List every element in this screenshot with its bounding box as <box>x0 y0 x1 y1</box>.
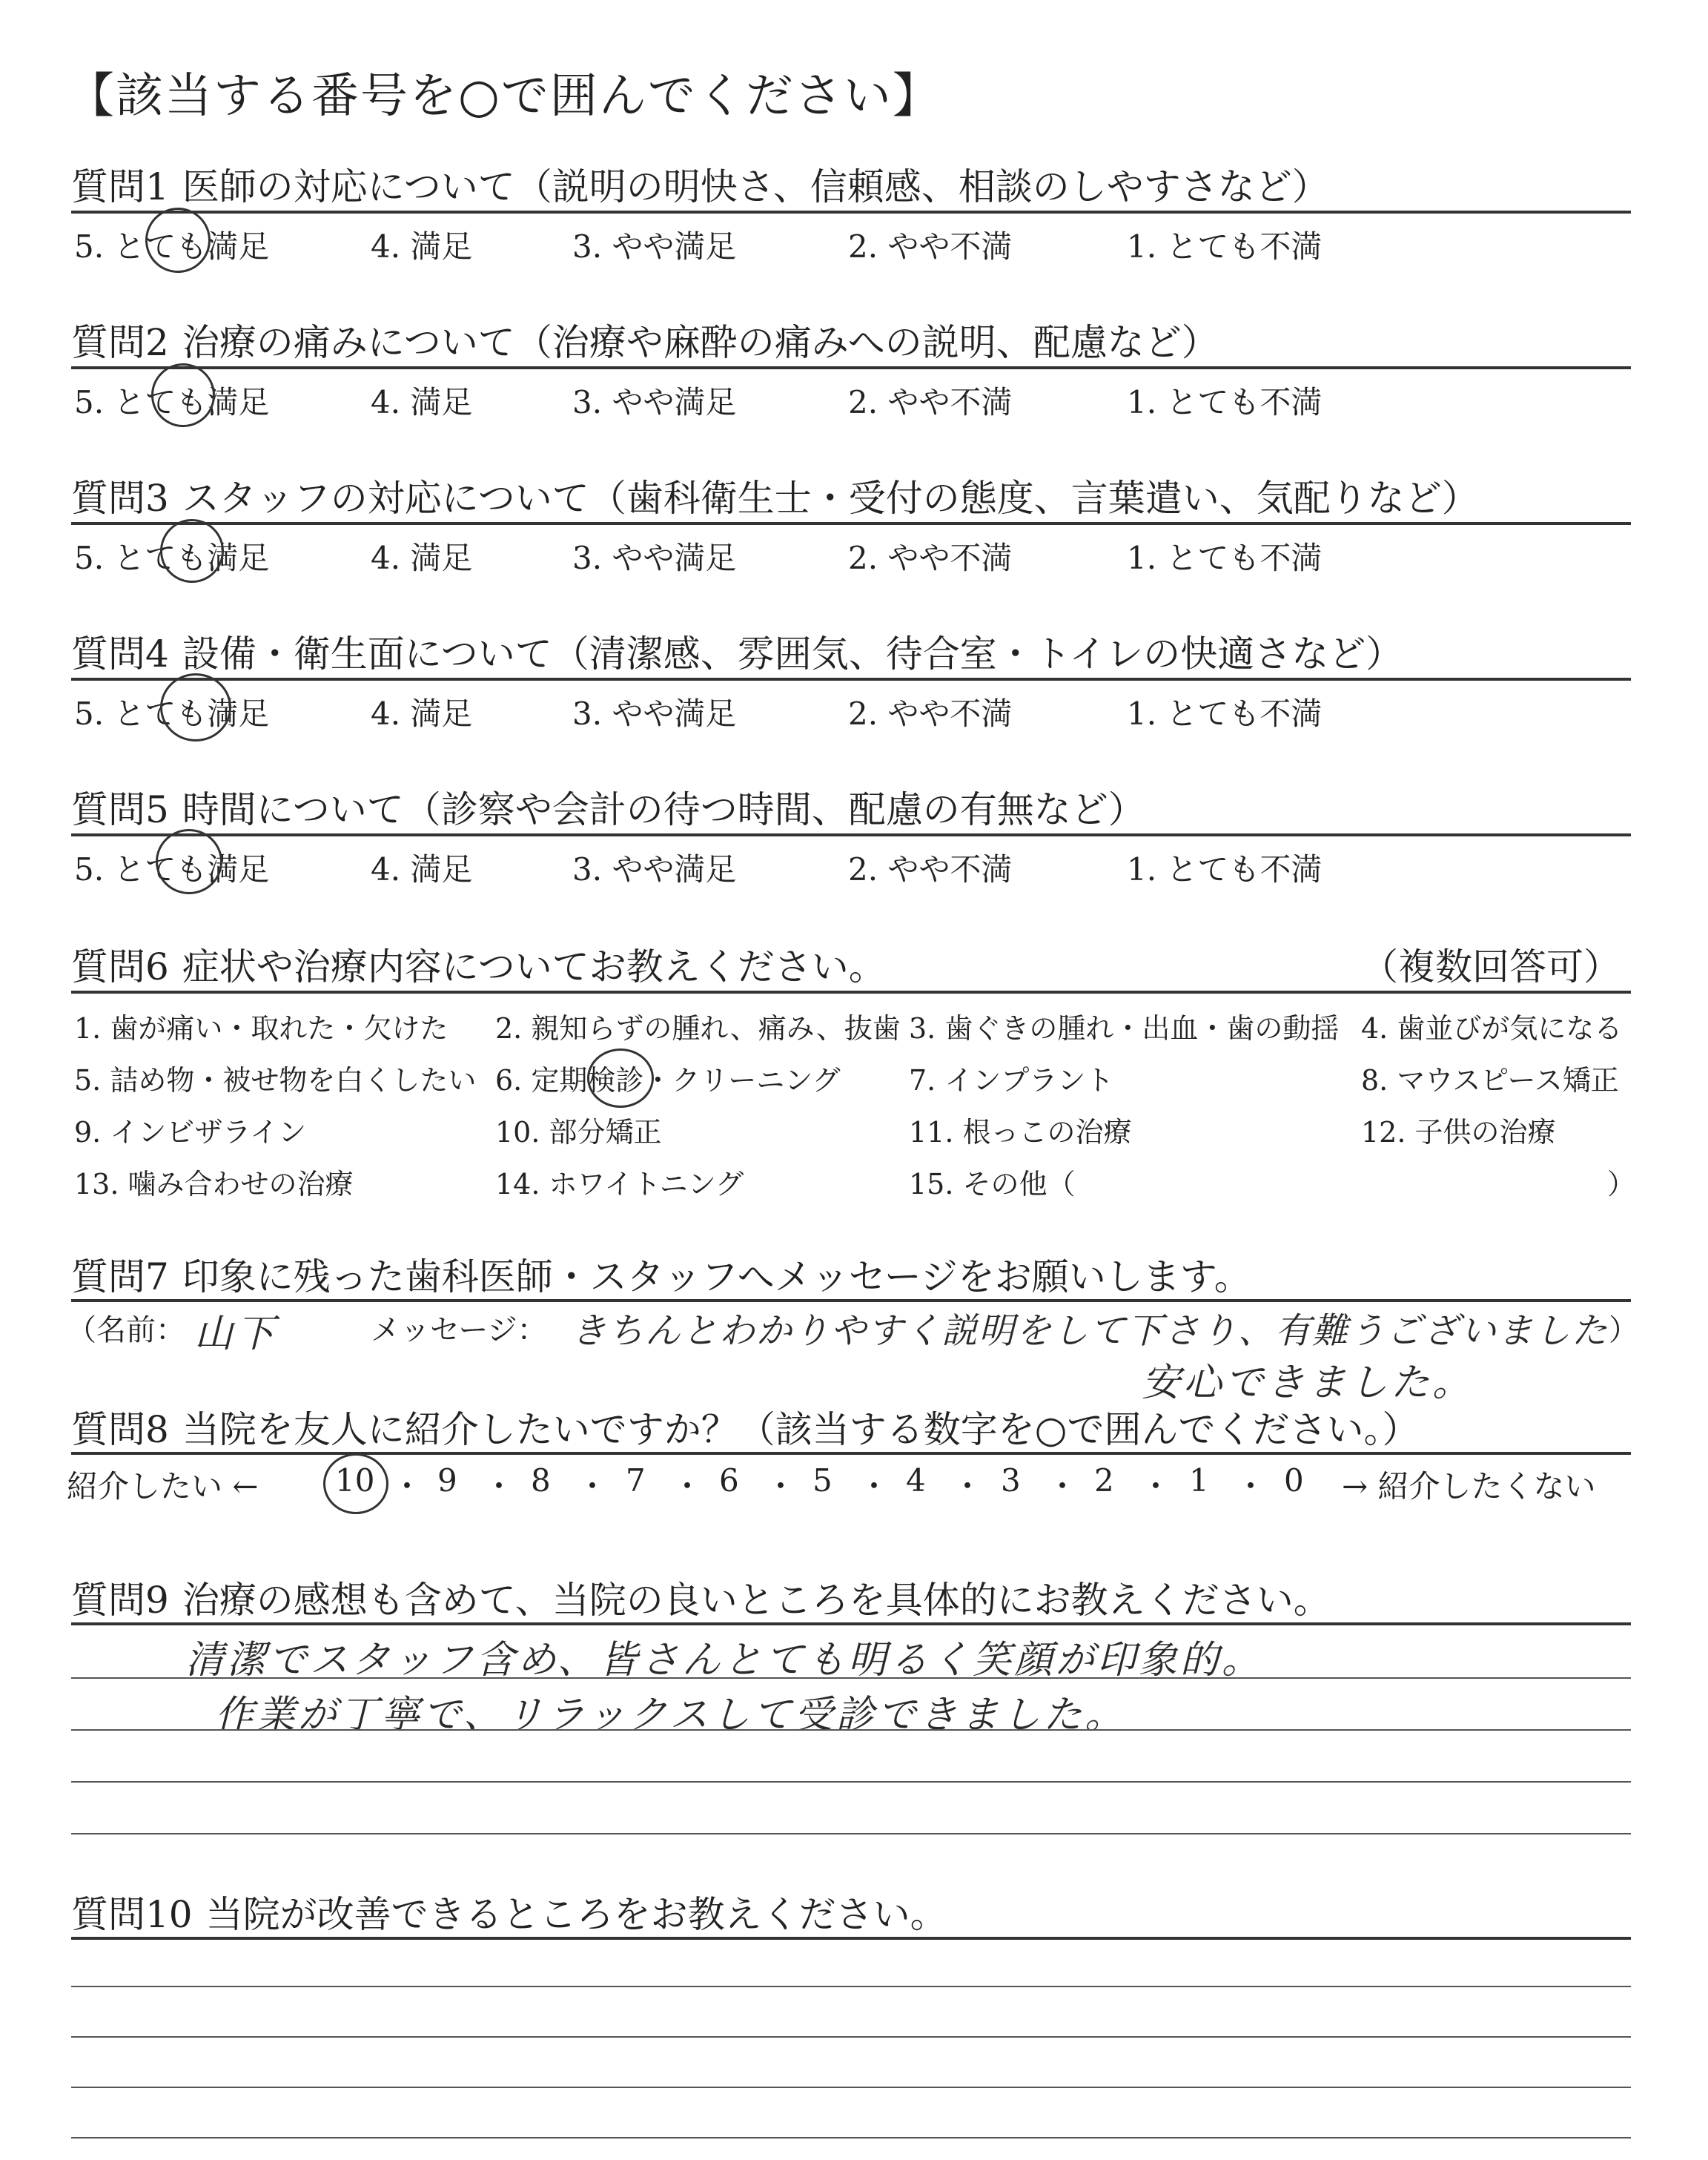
q4-option-4[interactable]: 4. 満足 <box>371 696 473 732</box>
question-2-number: 質問2 <box>71 321 169 364</box>
question-2-text: 治療の痛みについて（治療や麻酔の痛みへの説明、配慮など） <box>182 321 1219 364</box>
q8-dot: ・ <box>1140 1468 1172 1505</box>
question-2-title <box>71 313 1219 366</box>
q1-option-4[interactable]: 4. 満足 <box>371 228 473 265</box>
q1-option-3[interactable]: 3. やや満足 <box>572 228 737 265</box>
question-8-number: 質問8 <box>71 1408 169 1451</box>
q9-answer-line <box>71 1781 1631 1783</box>
q7-message-line-1[interactable]: きちんとわかりやすく説明をして下さり、有難うございました <box>571 1310 1609 1352</box>
q6-option-15[interactable]: 15. その他（ <box>909 1168 1076 1200</box>
q3-option-4[interactable]: 4. 満足 <box>371 540 473 576</box>
q6-option-7[interactable]: 7. インプラント <box>909 1064 1114 1097</box>
q3-option-5[interactable]: 5. とても満足 <box>74 540 270 576</box>
question-2-rule <box>71 366 1631 369</box>
question-10-title <box>71 1885 947 1938</box>
question-5-number: 質問5 <box>71 788 169 831</box>
q8-dot: ・ <box>483 1468 515 1505</box>
q8-score-2[interactable]: 2 <box>1094 1462 1114 1499</box>
question-10-rule <box>71 1937 1631 1940</box>
q2-option-4[interactable]: 4. 満足 <box>371 384 473 420</box>
q6-option-10[interactable]: 10. 部分矯正 <box>495 1116 662 1149</box>
q8-dot: ・ <box>391 1468 423 1505</box>
q6-option-1[interactable]: 1. 歯が痛い・取れた・欠けた <box>74 1012 448 1045</box>
question-8-text: 当院を友人に紹介したいですか？（該当する数字を○で囲んでください。） <box>182 1408 1420 1451</box>
q8-score-4[interactable]: 4 <box>906 1462 926 1499</box>
q8-score-6[interactable]: 6 <box>719 1462 739 1499</box>
q10-answer-line <box>71 1986 1631 1987</box>
q6-option-4[interactable]: 4. 歯並びが気になる <box>1361 1012 1623 1045</box>
question-9-number: 質問9 <box>71 1579 169 1622</box>
q10-answer-line <box>71 2137 1631 2138</box>
q8-score-7[interactable]: 7 <box>626 1462 646 1499</box>
q2-option-1[interactable]: 1. とても不満 <box>1127 384 1323 420</box>
q1-selection-circle <box>145 208 211 273</box>
question-6-number: 質問6 <box>71 945 169 988</box>
q8-dot: ・ <box>1047 1468 1079 1505</box>
q6-option-8[interactable]: 8. マウスピース矯正 <box>1361 1064 1619 1097</box>
q9-answer-line <box>71 1833 1631 1834</box>
q4-selection-circle <box>160 673 231 742</box>
q8-score-5[interactable]: 5 <box>812 1462 833 1499</box>
question-8-rule <box>71 1452 1631 1455</box>
q9-answer-line <box>71 1677 1631 1679</box>
question-3-text: スタッフの対応について（歯科衛生士・受付の態度、言葉遣い、気配りなど） <box>182 477 1479 520</box>
q7-name-value[interactable]: 山下 <box>194 1312 278 1356</box>
q8-selection-circle <box>323 1453 388 1514</box>
q8-score-8[interactable]: 8 <box>531 1462 551 1499</box>
q4-option-2[interactable]: 2. やや不満 <box>848 696 1013 732</box>
q8-dot: ・ <box>577 1468 609 1505</box>
q6-option-6[interactable]: 6. 定期検診・クリーニング <box>495 1064 841 1097</box>
q4-option-3[interactable]: 3. やや満足 <box>572 696 737 732</box>
q3-option-3[interactable]: 3. やや満足 <box>572 540 737 576</box>
question-3-rule <box>71 522 1631 525</box>
q8-left-label: 紹介したい ← <box>67 1468 259 1505</box>
q7-name-label: （名前： <box>67 1313 185 1347</box>
question-10-text: 当院が改善できるところをお教えください。 <box>205 1893 947 1936</box>
q8-dot: ・ <box>1235 1468 1267 1505</box>
question-9-rule <box>71 1622 1631 1625</box>
q3-option-2[interactable]: 2. やや不満 <box>848 540 1013 576</box>
question-1-text: 医師の対応について（説明の明快さ、信頼感、相談のしやすさなど） <box>182 165 1329 208</box>
q7-message-line-2[interactable]: 安心できました。 <box>1142 1361 1474 1405</box>
question-5-title <box>71 780 1145 833</box>
q6-option-13[interactable]: 13. 噛み合わせの治療 <box>74 1168 354 1200</box>
q6-other-close-paren: ） <box>1607 1168 1636 1200</box>
q1-option-5[interactable]: 5. とても満足 <box>74 228 270 265</box>
question-4-number: 質問4 <box>71 633 169 676</box>
question-6-text: 症状や治療内容についてお教えください。 <box>182 945 886 988</box>
q1-option-1[interactable]: 1. とても不満 <box>1127 228 1323 265</box>
form-header: 【該当する番号を○で囲んでください】 <box>67 69 941 124</box>
q6-option-11[interactable]: 11. 根っこの治療 <box>909 1116 1132 1149</box>
q6-option-3[interactable]: 3. 歯ぐきの腫れ・出血・歯の動揺 <box>909 1012 1340 1045</box>
q6-option-14[interactable]: 14. ホワイトニング <box>495 1168 744 1200</box>
question-3-number: 質問3 <box>71 477 169 520</box>
question-3-title <box>71 469 1479 522</box>
q4-option-5[interactable]: 5. とても満足 <box>74 696 270 732</box>
q9-answer-line <box>71 1729 1631 1731</box>
q6-option-12[interactable]: 12. 子供の治療 <box>1361 1116 1556 1149</box>
question-6-note: （複数回答可） <box>1361 945 1621 988</box>
q5-option-4[interactable]: 4. 満足 <box>371 851 473 888</box>
q2-option-2[interactable]: 2. やや不満 <box>848 384 1013 420</box>
q8-score-10[interactable]: 10 <box>335 1462 375 1499</box>
question-1-title <box>71 157 1329 211</box>
q5-selection-circle <box>156 829 222 894</box>
q2-option-5[interactable]: 5. とても満足 <box>74 384 270 420</box>
question-8-title <box>71 1400 1419 1453</box>
q10-answer-line <box>71 2087 1631 2088</box>
q7-close-paren: ） <box>1609 1313 1638 1347</box>
q5-option-5[interactable]: 5. とても満足 <box>74 851 270 888</box>
q8-score-0[interactable]: 0 <box>1284 1462 1304 1499</box>
q4-option-1[interactable]: 1. とても不満 <box>1127 696 1323 732</box>
q8-right-label: → 紹介したくない <box>1342 1468 1596 1505</box>
question-5-text: 時間について（診察や会計の待つ時間、配慮の有無など） <box>182 788 1145 831</box>
q8-score-9[interactable]: 9 <box>437 1462 457 1499</box>
q6-option-9[interactable]: 9. インビザライン <box>74 1116 307 1149</box>
q8-dot: ・ <box>858 1468 890 1505</box>
q9-answer-line-1[interactable]: 清潔でスタッフ含め、皆さんとても明るく笑顔が印象的。 <box>185 1638 1263 1682</box>
question-7-title <box>71 1247 1251 1301</box>
question-6-title <box>71 937 886 991</box>
question-1-rule <box>71 211 1631 214</box>
question-10-number: 質問10 <box>71 1893 193 1936</box>
question-4-title <box>71 624 1403 678</box>
q5-option-2[interactable]: 2. やや不満 <box>848 851 1013 888</box>
question-7-number: 質問7 <box>71 1255 169 1298</box>
q5-option-1[interactable]: 1. とても不満 <box>1127 851 1323 888</box>
q6-option-5[interactable]: 5. 詰め物・被せ物を白くしたい <box>74 1064 477 1097</box>
q10-answer-line <box>71 2036 1631 2038</box>
question-5-rule <box>71 833 1631 836</box>
q8-dot: ・ <box>672 1468 704 1505</box>
q7-message-label: メッセージ： <box>371 1313 547 1347</box>
q1-option-2[interactable]: 2. やや不満 <box>848 228 1013 265</box>
q8-dot: ・ <box>952 1468 984 1505</box>
question-4-text: 設備・衛生面について（清潔感、雰囲気、待合室・トイレの快適さなど） <box>182 633 1403 676</box>
q2-selection-circle <box>151 363 215 427</box>
question-7-text: 印象に残った歯科医師・スタッフへメッセージをお願いします。 <box>182 1255 1251 1298</box>
q8-dot: ・ <box>765 1468 797 1505</box>
question-9-text: 治療の感想も含めて、当院の良いところを具体的にお教えください。 <box>182 1579 1331 1622</box>
q6-option-2[interactable]: 2. 親知らずの腫れ、痛み、抜歯 <box>495 1012 901 1045</box>
question-1-number: 質問1 <box>71 165 169 208</box>
q3-selection-circle <box>160 519 224 583</box>
question-9-title <box>71 1571 1331 1624</box>
q6-selection-circle <box>587 1048 654 1108</box>
q3-option-1[interactable]: 1. とても不満 <box>1127 540 1323 576</box>
q2-option-3[interactable]: 3. やや満足 <box>572 384 737 420</box>
q8-score-3[interactable]: 3 <box>1001 1462 1021 1499</box>
q9-answer-line-2[interactable]: 作業が丁寧で、リラックスして受診できました。 <box>215 1693 1127 1737</box>
question-6-rule <box>71 991 1631 994</box>
question-4-rule <box>71 678 1631 681</box>
q8-score-1[interactable]: 1 <box>1189 1462 1209 1499</box>
q5-option-3[interactable]: 3. やや満足 <box>572 851 737 888</box>
